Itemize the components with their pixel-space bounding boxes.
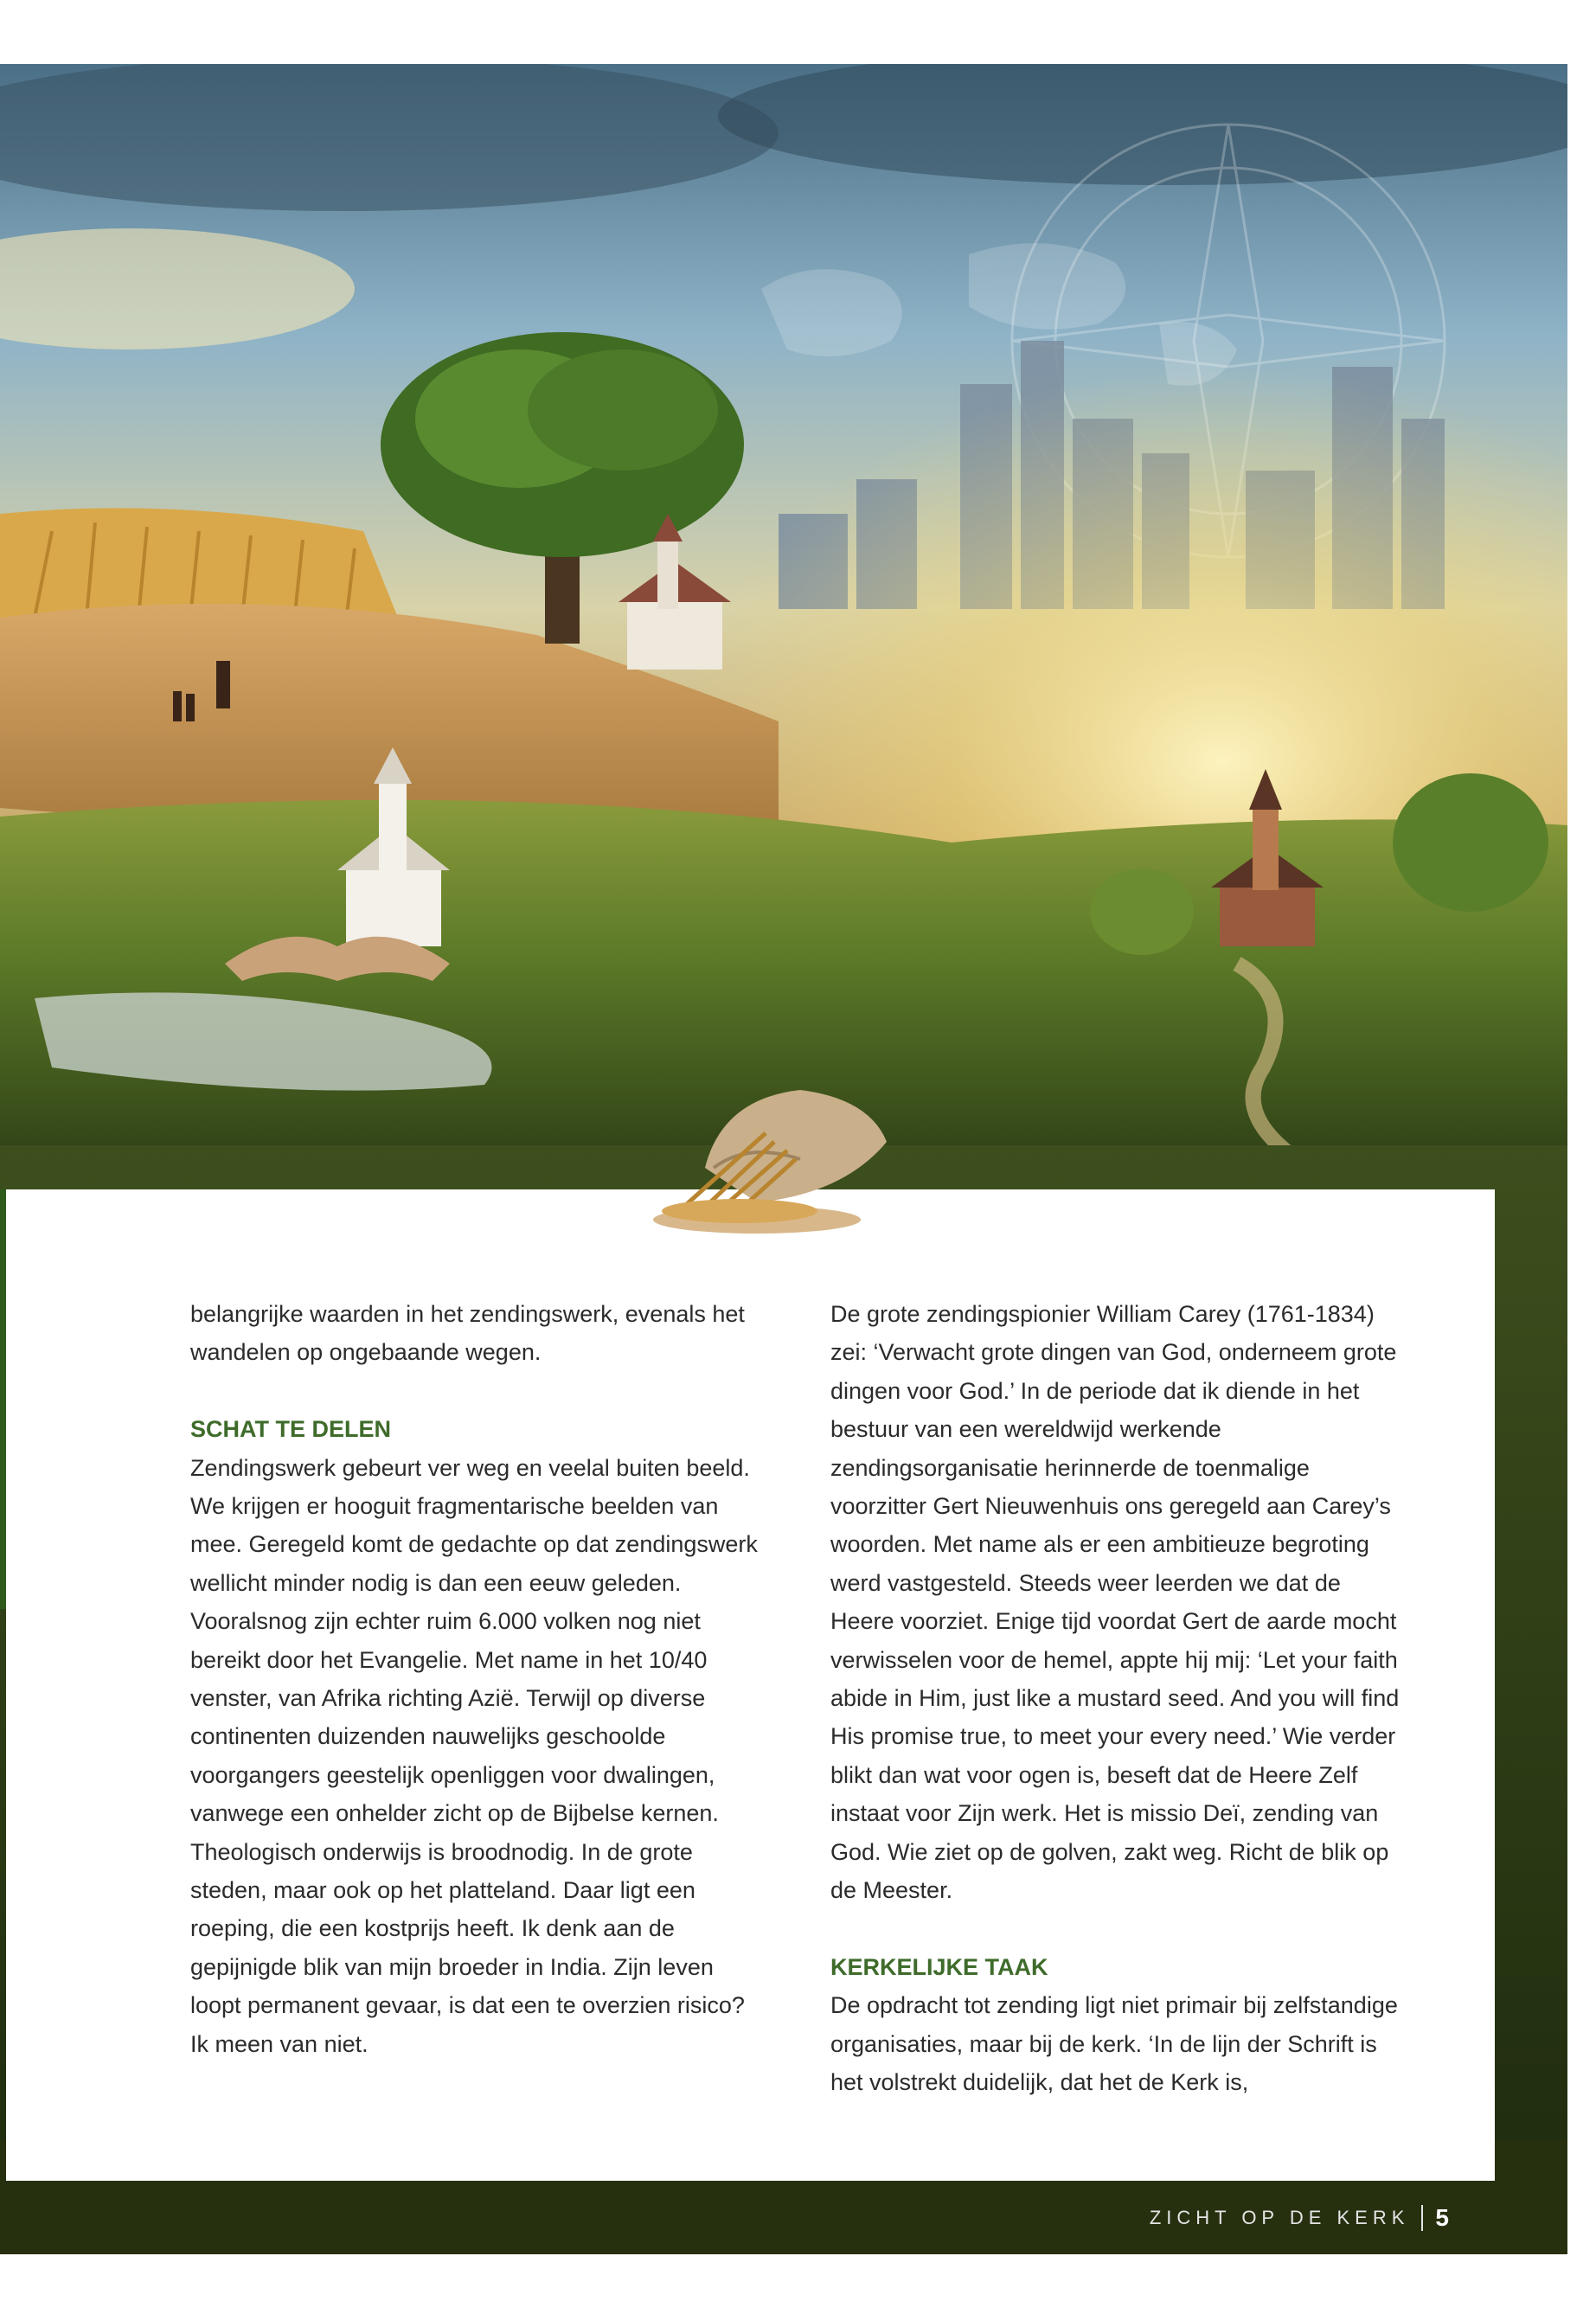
body-paragraph-continued: De opdracht tot zending ligt niet primair bij zelfstandige organisaties, maar bij de kerk. ‘In de lijn der Schrift is het volstrekt duidelijk, dat het de Kerk is, — [830, 1992, 1398, 2096]
intro-paragraph: belangrijke waarden in het zendingswerk, evenals het wandelen op ongebaande wegen. — [190, 1301, 745, 1366]
accent-rule — [0, 1189, 6, 1609]
page-number: 5 — [1435, 2204, 1449, 2231]
section-heading-kerkelijke-taak: KERKELIJKE TAAK — [830, 1953, 1048, 1980]
section-heading-schat-te-delen: SCHAT TE DELEN — [190, 1416, 392, 1443]
page-footer — [1150, 2204, 1449, 2232]
body-paragraph: Zendingswerk gebeurt ver weg en veelal buiten beeld. We krijgen er hooguit fragmentarische beelden van mee. Geregeld komt de gedachte op dat zendingswerk wellicht minder nodig is dan een eeuw geleden. Vooralsnog zijn echter ruim 6.000 volken nog niet bereikt door het Evangelie. Met name in het 10/40 venster, van Afrika richting Azië. Terwijl op diverse continenten duizenden nauwelijks geschoolde voorgangers geestelijk openliggen voor dwalingen, vanwege een onhelder zicht op de Bijbelse kernen. Theologisch onderwijs is broodnodig. In de grote steden, maar ook op het platteland. Daar ligt een roeping, die een kostprijs heeft. Ik denk aan de gepijnigde blik van mijn broeder in India. Zijn leven loopt permanent gevaar, is dat een te overzien risico? Ik meen van niet. — [190, 1454, 758, 2057]
magazine-title: ZICHT OP DE KERK — [1149, 2207, 1410, 2228]
footer-divider — [1421, 2205, 1423, 2231]
grain-sack-icon — [627, 1064, 904, 1237]
body-paragraph: De grote zendingspionier William Carey (1761-1834) zei: ‘Verwacht grote dingen van God, onderneem grote dingen voor God.’ In de periode dat ik diende in het bestuur van een wereldwijd werkende zendingsorganisatie herinnerde de toenmalige voorzitter Gert Nieuwenhuis ons geregeld aan Carey’s woorden. Met name als er een ambitieuze begroting werd vastgesteld. Steeds weer leerden we dat de Heere voorziet. Enige tijd voordat Gert de aarde mocht verwisselen voor de hemel, appte hij mij: ‘Let your faith abide in Him, just like a mustard seed. And you will find His promise true, to meet your every need.’ Wie verder blikt dan wat voor ogen is, beseft dat de Heere Zelf instaat voor Zijn werk. Het is missio Deï, zending van God. Wie ziet op de golven, zakt weg. Richt de blik op de Meester. — [830, 1301, 1400, 1904]
left-column — [190, 1295, 761, 2063]
right-column — [830, 1295, 1401, 2102]
